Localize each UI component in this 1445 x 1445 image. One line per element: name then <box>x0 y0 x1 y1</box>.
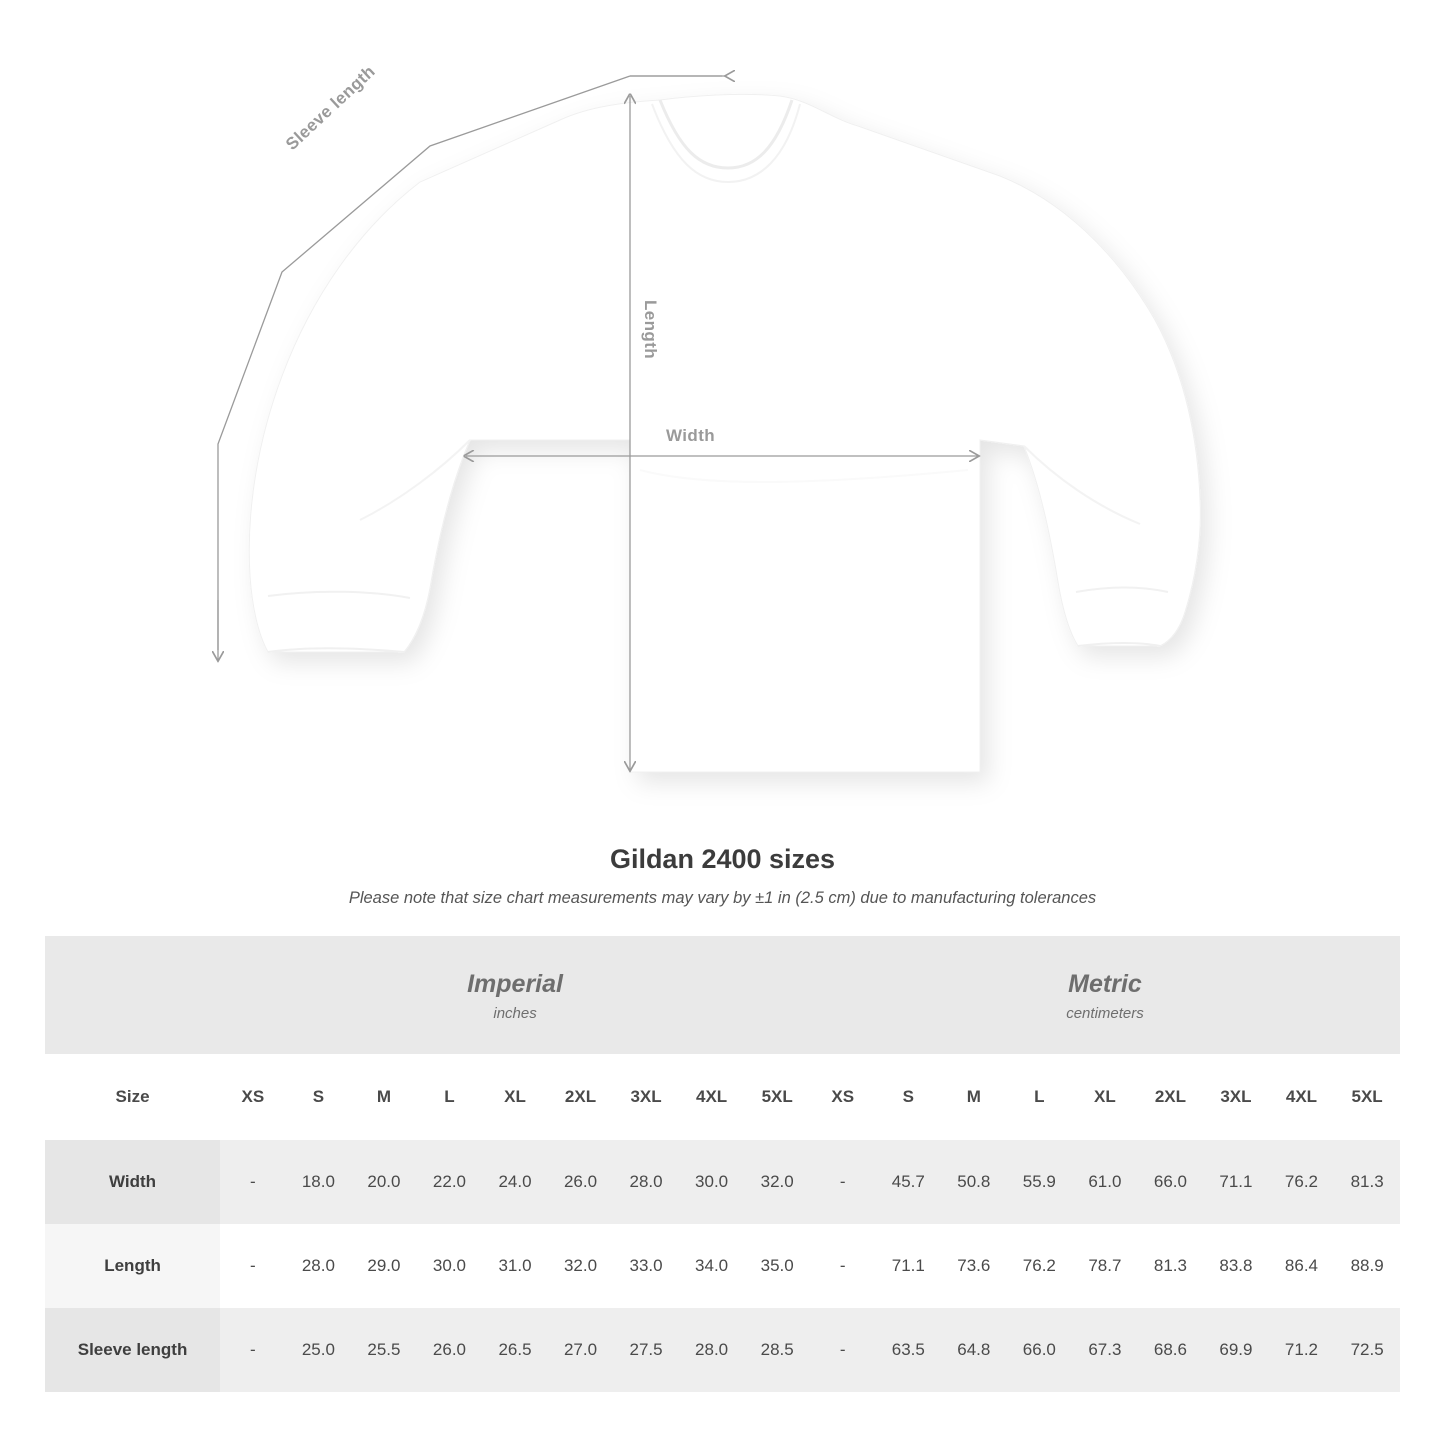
cell-length-metric-xs: - <box>810 1224 876 1308</box>
width-label: Width <box>666 426 716 445</box>
cell-width-imperial-5xl: 32.0 <box>744 1140 810 1224</box>
size-header-metric-m: M <box>941 1054 1007 1140</box>
cell-width-metric-xs: - <box>810 1140 876 1224</box>
cell-sleeve-metric-s: 63.5 <box>876 1308 942 1392</box>
cell-width-imperial-l: 22.0 <box>417 1140 483 1224</box>
cell-sleeve-imperial-m: 25.5 <box>351 1308 417 1392</box>
size-header-metric-s: S <box>876 1054 942 1140</box>
cell-length-metric-4xl: 86.4 <box>1269 1224 1335 1308</box>
size-header-metric-l: L <box>1007 1054 1073 1140</box>
cell-sleeve-imperial-s: 25.0 <box>286 1308 352 1392</box>
cell-length-imperial-s: 28.0 <box>286 1224 352 1308</box>
unit-imperial-name: Imperial <box>467 969 563 998</box>
cell-width-imperial-s: 18.0 <box>286 1140 352 1224</box>
cell-width-metric-2xl: 66.0 <box>1138 1140 1204 1224</box>
cell-length-metric-l: 76.2 <box>1007 1224 1073 1308</box>
cell-sleeve-imperial-l: 26.0 <box>417 1308 483 1392</box>
cell-sleeve-metric-l: 66.0 <box>1007 1308 1073 1392</box>
cell-length-imperial-3xl: 33.0 <box>613 1224 679 1308</box>
cell-sleeve-metric-2xl: 68.6 <box>1138 1308 1204 1392</box>
cell-width-imperial-2xl: 26.0 <box>548 1140 614 1224</box>
row-label-length: Length <box>45 1224 220 1308</box>
unit-imperial-sub: inches <box>493 1004 537 1022</box>
cell-sleeve-metric-xl: 67.3 <box>1072 1308 1138 1392</box>
size-header-metric-5xl: 5XL <box>1334 1054 1400 1140</box>
cell-width-imperial-xl: 24.0 <box>482 1140 548 1224</box>
size-table-wrapper <box>45 936 1400 1392</box>
unit-band-spacer <box>45 936 220 1054</box>
size-header-metric-4xl: 4XL <box>1269 1054 1335 1140</box>
length-label: Length <box>641 300 660 360</box>
cell-width-imperial-m: 20.0 <box>351 1140 417 1224</box>
table-row <box>45 1308 1400 1392</box>
cell-sleeve-metric-5xl: 72.5 <box>1334 1308 1400 1392</box>
cell-length-metric-m: 73.6 <box>941 1224 1007 1308</box>
size-header-imperial-5xl: 5XL <box>744 1054 810 1140</box>
cell-length-metric-2xl: 81.3 <box>1138 1224 1204 1308</box>
size-header-metric-3xl: 3XL <box>1203 1054 1269 1140</box>
cell-width-imperial-3xl: 28.0 <box>613 1140 679 1224</box>
cell-length-imperial-m: 29.0 <box>351 1224 417 1308</box>
cell-width-metric-s: 45.7 <box>876 1140 942 1224</box>
cell-width-metric-5xl: 81.3 <box>1334 1140 1400 1224</box>
sleeve-length-label: Sleeve length <box>282 61 379 154</box>
unit-metric-name: Metric <box>1068 969 1142 998</box>
unit-group-imperial <box>220 936 810 1054</box>
cell-length-metric-3xl: 83.8 <box>1203 1224 1269 1308</box>
cell-sleeve-imperial-xs: - <box>220 1308 286 1392</box>
size-header-imperial-3xl: 3XL <box>613 1054 679 1140</box>
table-row <box>45 1140 1400 1224</box>
unit-group-metric <box>810 936 1400 1054</box>
shirt-shape <box>249 94 1200 772</box>
cell-length-imperial-xl: 31.0 <box>482 1224 548 1308</box>
row-label-width: Width <box>45 1140 220 1224</box>
size-header-imperial-l: L <box>417 1054 483 1140</box>
cell-sleeve-metric-3xl: 69.9 <box>1203 1308 1269 1392</box>
size-header-metric-xl: XL <box>1072 1054 1138 1140</box>
size-header-imperial-s: S <box>286 1054 352 1140</box>
cell-length-imperial-l: 30.0 <box>417 1224 483 1308</box>
tolerance-note: Please note that size chart measurements may vary by ±1 in (2.5 cm) due to manufacturing tolerances <box>348 889 1097 907</box>
size-header-label: Size <box>45 1054 220 1140</box>
cell-sleeve-metric-m: 64.8 <box>941 1308 1007 1392</box>
size-header-metric-2xl: 2XL <box>1138 1054 1204 1140</box>
cell-sleeve-metric-4xl: 71.2 <box>1269 1308 1335 1392</box>
cell-width-imperial-xs: - <box>220 1140 286 1224</box>
cell-length-metric-5xl: 88.9 <box>1334 1224 1400 1308</box>
cell-length-imperial-4xl: 34.0 <box>679 1224 745 1308</box>
cell-sleeve-metric-xs: - <box>810 1308 876 1392</box>
cell-length-imperial-2xl: 32.0 <box>548 1224 614 1308</box>
cell-width-metric-3xl: 71.1 <box>1203 1140 1269 1224</box>
cell-width-imperial-4xl: 30.0 <box>679 1140 745 1224</box>
table-row <box>45 1224 1400 1308</box>
size-table <box>45 936 1400 1392</box>
row-label-sleeve-length: Sleeve length <box>45 1308 220 1392</box>
cell-sleeve-imperial-4xl: 28.0 <box>679 1308 745 1392</box>
cell-width-metric-l: 55.9 <box>1007 1140 1073 1224</box>
size-header-imperial-m: M <box>351 1054 417 1140</box>
size-header-metric-xs: XS <box>810 1054 876 1140</box>
unit-metric-sub: centimeters <box>1066 1004 1144 1022</box>
cell-length-imperial-5xl: 35.0 <box>744 1224 810 1308</box>
cell-length-metric-s: 71.1 <box>876 1224 942 1308</box>
page-title: Gildan 2400 sizes <box>609 844 836 874</box>
size-header-imperial-2xl: 2XL <box>548 1054 614 1140</box>
cell-width-metric-m: 50.8 <box>941 1140 1007 1224</box>
cell-sleeve-imperial-5xl: 28.5 <box>744 1308 810 1392</box>
cell-width-metric-xl: 61.0 <box>1072 1140 1138 1224</box>
cell-sleeve-imperial-2xl: 27.0 <box>548 1308 614 1392</box>
size-header-row <box>45 1054 1400 1140</box>
size-header-imperial-xl: XL <box>482 1054 548 1140</box>
cell-length-metric-xl: 78.7 <box>1072 1224 1138 1308</box>
cell-width-metric-4xl: 76.2 <box>1269 1140 1335 1224</box>
title-block <box>0 844 1445 908</box>
cell-sleeve-imperial-xl: 26.5 <box>482 1308 548 1392</box>
unit-header-row <box>45 936 1400 1054</box>
size-header-imperial-4xl: 4XL <box>679 1054 745 1140</box>
cell-sleeve-imperial-3xl: 27.5 <box>613 1308 679 1392</box>
size-header-imperial-xs: XS <box>220 1054 286 1140</box>
cell-length-imperial-xs: - <box>220 1224 286 1308</box>
